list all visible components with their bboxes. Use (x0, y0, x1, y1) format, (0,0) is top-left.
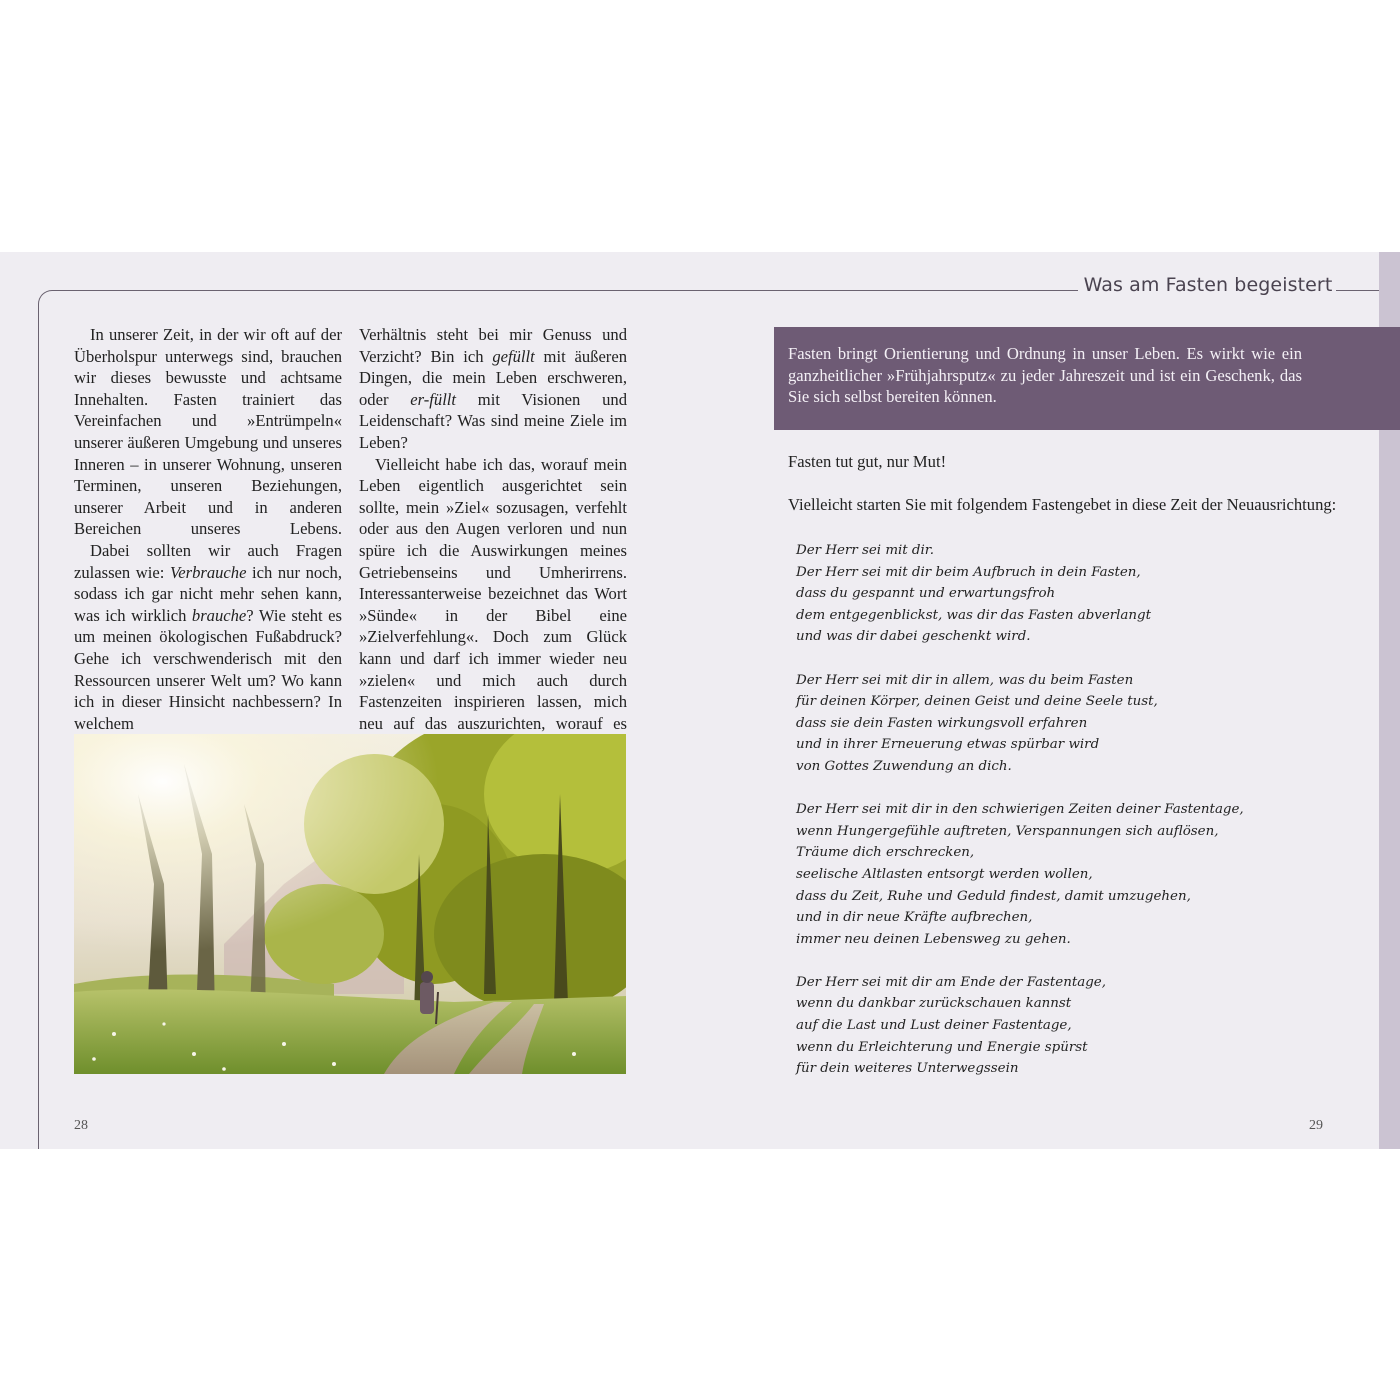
prayer-line: Der Herr sei mit dir. (796, 543, 934, 558)
prayer-stanza (796, 799, 1356, 950)
prayer-line: für deinen Körper, deinen Geist und deine Seele tust, (796, 694, 1158, 710)
prayer-stanza (796, 670, 1356, 778)
highlight-box (774, 327, 1400, 430)
prayer-line: auf die Last und Lust deiner Fastentage, (796, 1018, 1072, 1034)
page-number-left: 28 (74, 1118, 88, 1133)
highlight-text: Fasten bringt Orientierung und Ordnung in unser Leben. Es wirkt wie ein ganzheitlicher »Frühjahrsputz« zu jeder Jahreszeit und ist ein Geschenk, das Sie sich selbst bereiten können. (788, 344, 1302, 406)
prayer-line: Der Herr sei mit dir in allem, was du beim Fasten (796, 672, 1134, 688)
prayer-line: dass du gespannt und erwartungsfroh (796, 586, 1056, 602)
prayer-line: und in dir neue Kräfte aufbrechen, (796, 910, 1033, 926)
prayer-line: dem entgegenblickst, was dir das Fasten abverlangt (796, 607, 1151, 623)
prayer-line: immer neu deinen Lebensweg zu gehen. (796, 931, 1071, 947)
prayer-line: für dein weiteres Unterwegssein (796, 1061, 1019, 1077)
prayer-line: wenn Hungergefühle auftreten, Verspannungen sich auflösen, (796, 823, 1219, 839)
prayer-line: von Gottes Zuwendung an dich. (796, 758, 1012, 774)
text-column-1 (74, 324, 342, 734)
frame-rule-right (1336, 290, 1380, 291)
prayer-line: Der Herr sei mit dir am Ende der Fastentage, (796, 974, 1106, 990)
book-spread (0, 252, 1400, 1149)
forest-path-photo (74, 734, 626, 1074)
text-column-2 (359, 324, 627, 756)
prayer-line: wenn du Erleichterung und Energie spürst (796, 1039, 1088, 1055)
prayer-line: dass sie dein Fasten wirkungsvoll erfahren (796, 715, 1088, 731)
fasting-prayer (796, 540, 1356, 1101)
prayer-line: wenn du dankbar zurückschauen kannst (796, 996, 1072, 1012)
paragraph: In unserer Zeit, in der wir oft auf der Überholspur unterwegs sind, brauchen wir dieses bewusste und achtsame Innehalten. Fasten trainiert das Vereinfachen und »Entrümpeln« unserer äußeren Umgebung und unseres Inneren – in unserer Wohnung, unseren Terminen, unseren Beziehungen, unserer Arbeit und in anderen Bereichen unseres Lebens. (74, 325, 342, 539)
prayer-line: Der Herr sei mit dir beim Aufbruch in dein Fasten, (796, 564, 1141, 580)
prayer-line: und in ihrer Erneuerung etwas spürbar wird (796, 737, 1100, 753)
prayer-stanza (796, 540, 1356, 648)
prayer-line: Der Herr sei mit dir in den schwierigen Zeiten deiner Fastentage, (796, 802, 1244, 818)
running-head: Was am Fasten begeistert (1083, 274, 1333, 296)
encouragement-line: Fasten tut gut, nur Mut! (788, 452, 947, 471)
prayer-line: und was dir dabei geschenkt wird. (796, 629, 1031, 645)
prayer-stanza (796, 972, 1356, 1080)
prayer-line: dass du Zeit, Ruhe und Geduld findest, damit umzugehen, (796, 888, 1191, 904)
prayer-intro: Vielleicht starten Sie mit folgendem Fastengebet in diese Zeit der Neuausrichtung: (788, 495, 1337, 514)
paragraph: Verhältnis steht bei mir Genuss und Verzicht? Bin ich gefüllt mit äußeren Dingen, die mein Leben erschweren, oder er-füllt mit Visionen und Leidenschaft? Was sind meine Ziele im Leben? (359, 325, 627, 452)
page-number-right: 29 (1309, 1118, 1323, 1133)
prayer-line: seelische Altlasten entsorgt werden wollen, (796, 866, 1093, 882)
prayer-line: Träume dich erschrecken, (796, 845, 975, 861)
paragraph: Vielleicht habe ich das, worauf mein Leben eigentlich ausgerichtet sein sollte, mein »Ziel« sozusagen, verfehlt oder aus den Augen verloren und nun spüre ich die Auswirkungen meines Getriebenseins und Umherirrens. Interessanterweise bezeichnet das Wort »Sünde« in der Bibel eine »Zielverfehlung«. Doch zum Glück kann und darf ich immer wieder neu »zielen« und mich auch durch Fastenzeiten inspirieren lassen, mich neu auf das auszurichten, worauf es (359, 454, 627, 733)
paragraph: Dabei sollten wir auch Fragen zulassen wie: Verbrauche ich nur noch, sodass ich gar nicht mehr sehen kann, was ich wirklich brauche? Wie steht es um meinen ökologischen Fußabdruck? Gehe ich verschwenderisch mit den Ressourcen unserer Welt um? Wo kann ich in dieser Hinsicht nachbessern? In welchem (74, 540, 342, 733)
